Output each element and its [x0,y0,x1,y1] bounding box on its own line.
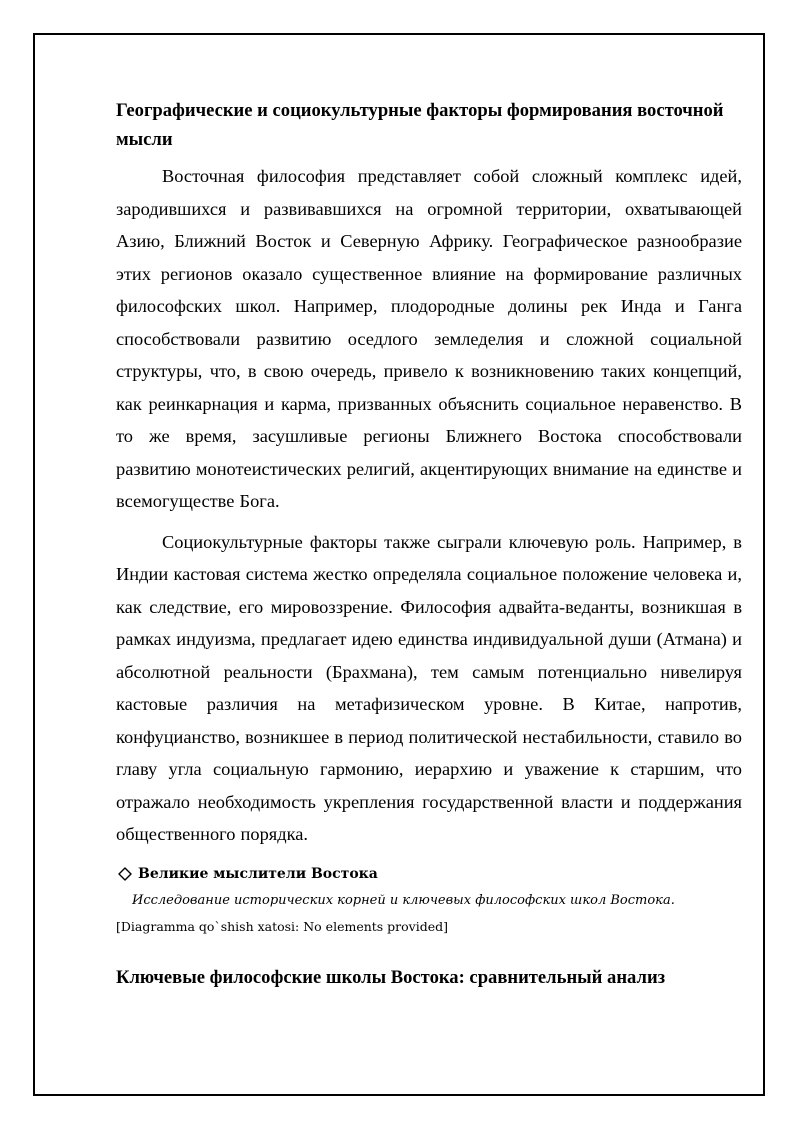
document-body [116,96,742,992]
diagram-title-row [116,863,742,885]
section-heading: Географические и социокультурные факторы формирования восточной мысли [116,100,724,150]
diagram-title: Великие мыслители Востока [138,865,378,882]
diagram-subtitle: Исследование исторических корней и ключевых философских школ Востока. [132,892,675,908]
diagram-error-message: [Diagramma qo`shish xatosi: No elements provided] [116,918,449,934]
section-heading: Ключевые философские школы Востока: сравнительный анализ [116,966,666,988]
paragraph: Социокультурные факторы также сыграли ключевую роль. Например, в Индии кастовая система жестко определяла социальное положение человека и, как следствие, его мировоззрение. Философия адвайта-веданты, возникшая в рамках индуизма, предлагает идею единства индивидуальной души (Атмана) и абсолютной реальности (Брахмана), тем самым потенциально нивелируя кастовые различия на метафизическом уровне. В Китае, напротив, конфуцианство, возникшее в период политической нестабильности, ставило во главу угла социальную гармонию, иерархию и уважение к старшим, что отражало необходимость укрепления государственной власти и поддержания общественного порядка. [116,531,742,844]
paragraph: Восточная философия представляет собой сложный комплекс идей, зародившихся и развивавшихся на огромной территории, охватывающей Азию, Ближний Восток и Северную Африку. Географическое разнообразие этих регионов оказало существенное влияние на формирование различных философских школ. Например, плодородные долины рек Инда и Ганга способствовали развитию оседлого земледелия и сложной социальной структуры, что, в свою очередь, привело к возникновению таких концепций, как реинкарнация и карма, призванных объяснить социальное неравенство. В то же время, засушливые регионы Ближнего Востока способствовали развитию монотеистических религий, акцентирующих внимание на единстве и всемогуществе Бога. [116,166,742,511]
diagram-block [116,863,742,937]
diamond-outline-icon [118,867,132,881]
